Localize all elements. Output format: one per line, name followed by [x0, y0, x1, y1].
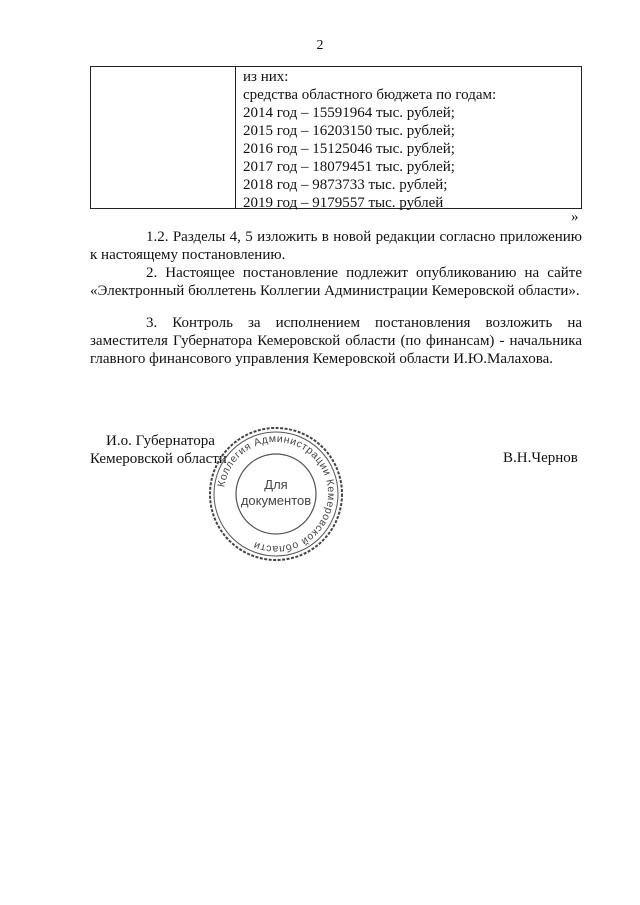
budget-table: [90, 66, 582, 209]
budget-line: 2018 год – 9873733 тыс. рублей;: [243, 177, 448, 193]
budget-line: 2017 год – 18079451 тыс. рублей;: [243, 159, 455, 175]
paragraph-1-text: 1.2. Разделы 4, 5 изложить в новой редакции согласно приложению к настоящему постановлению.: [90, 229, 582, 263]
paragraph-1: [90, 228, 582, 264]
paragraph-2: [90, 264, 582, 300]
signatory-role-line2: Кемеровской области: [90, 451, 227, 467]
budget-line: 2014 год – 15591964 тыс. рублей;: [243, 105, 455, 121]
stamp-ring-text: Коллегия Администрации Кемеровской области: [215, 432, 338, 556]
closing-quote: »: [571, 209, 579, 225]
budget-line: 2019 год – 9179557 тыс. рублей: [243, 195, 444, 211]
budget-cell: [243, 68, 575, 212]
official-stamp: [207, 425, 345, 563]
stamp-center-line1: Для: [264, 477, 288, 492]
budget-line: 2016 год – 15125046 тыс. рублей;: [243, 141, 455, 157]
stamp-center-line2: документов: [240, 493, 312, 508]
paragraph-3-text: 3. Контроль за исполнением постановления возложить на заместителя Губернатора Кемеровской области (по финансам) - начальника главного финансового управления Кемеровской области И.Ю.Малахова.: [90, 315, 582, 367]
budget-line: средства областного бюджета по годам:: [243, 87, 497, 103]
signatory-role-line1: И.о. Губернатора: [106, 433, 215, 449]
signatory-name: В.Н.Чернов: [503, 450, 578, 466]
page-number: 2: [316, 38, 324, 53]
table-column-divider: [235, 67, 236, 208]
paragraph-3: [90, 314, 582, 368]
budget-line: из них:: [243, 69, 289, 85]
budget-line: 2015 год – 16203150 тыс. рублей;: [243, 123, 455, 139]
paragraph-2-text: 2. Настоящее постановление подлежит опубликованию на сайте «Электронный бюллетень Коллегии Администрации Кемеровской области».: [90, 265, 582, 299]
